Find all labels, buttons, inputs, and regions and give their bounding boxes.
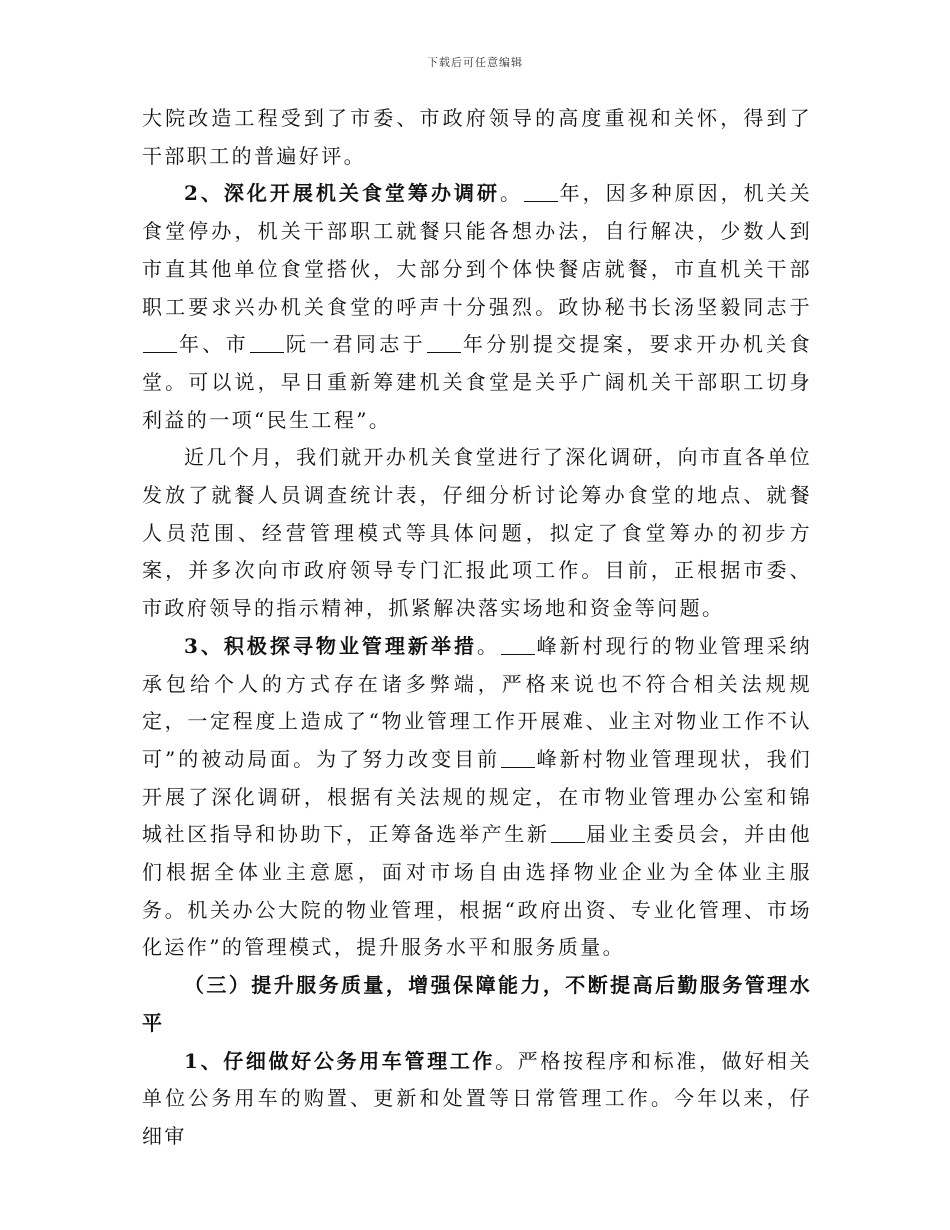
blank-underline bbox=[551, 824, 585, 843]
page-header: 下载后可任意编辑 bbox=[427, 56, 523, 69]
paragraph-2-text-a: 。 bbox=[499, 181, 523, 206]
paragraph-4-text-a: 。 bbox=[476, 633, 500, 658]
blank-underline bbox=[501, 636, 535, 655]
paragraph-4-lead: 3、积极探寻物业管理新举措 bbox=[184, 633, 477, 658]
paragraph-2-lead: 2、深化开展机关食堂筹办调研 bbox=[184, 181, 500, 206]
paragraph-2-text-c: 年、市 bbox=[178, 332, 249, 357]
paragraph-3: 近几个月，我们就开办机关食堂进行了深化调研，向市直各单位发放了就餐人员调查统计表，仔细分析讨论筹办食堂的地点、就餐人员范围、经营管理模式等具体问题，拟定了食堂筹办的初步方案，并多次向市政府领导专门汇报此项工作。目前，正根据市委、市政府领导的指示精神，抓紧解决落实场地和资金等问题。 bbox=[142, 445, 812, 621]
paragraph-4 bbox=[142, 628, 812, 967]
paragraph-2-text-e: 年分别提交提案，要求开办机关食堂。可以说，早日重新筹建机关食堂是关乎广阔机关干部职工切身利益的一项“民生工程”。 bbox=[142, 332, 812, 432]
paragraph-1: 大院改造工程受到了市委、市政府领导的高度重视和关怀，得到了干部职工的普遍好评。 bbox=[142, 106, 812, 168]
paragraph-2-text-b: 年，因多种原因，机关关食堂停办，机关干部职工就餐只能各想办法，自行解决，少数人到市直其他单位食堂搭伙，大部分到个体快餐店就餐，市直机关干部职工要求兴办机关食堂的呼声十分强烈。政协秘书长汤坚毅同志于 bbox=[142, 181, 812, 319]
paragraph-6-lead: 1、仔细做好公务用车管理工作 bbox=[184, 1048, 496, 1073]
paragraph-4-text-d: 届业主委员会，并由他们根据全体业主意愿，面对市场自由选择物业企业为全体业主服务。机关办公大院的物业管理，根据“政府出资、专业化管理、市场化运作”的管理模式，提升服务水平和服务质量。 bbox=[142, 822, 813, 960]
blank-underline bbox=[143, 334, 177, 353]
paragraph-6-text: 。严格按程序和标准，做好相关单位公务用车的购置、更新和处置等日常管理工作。今年以来，仔细审 bbox=[142, 1048, 812, 1148]
section-heading: （三）提升服务质量，增强保障能力，不断提高后勤服务管理水平 bbox=[142, 973, 812, 1035]
paragraph-6 bbox=[142, 1043, 812, 1156]
blank-underline bbox=[501, 749, 535, 768]
paragraph-2 bbox=[142, 175, 812, 439]
blank-underline bbox=[524, 183, 558, 202]
blank-underline bbox=[427, 334, 461, 353]
paragraph-4-text-b: 峰新村现行的物业管理采纳承包给个人的方式存在诸多弊端，严格来说也不符合相关法规规定，一定程度上造成了“物业管理工作开展难、业主对物业工作不认可”的被动局面。为了努力改变目前 bbox=[142, 633, 812, 771]
paragraph-2-text-d: 阮一君同志于 bbox=[284, 332, 426, 357]
paragraph-4-text-c: 峰新村物业管理现状，我们开展了深化调研，根据有关法规的规定，在市物业管理办公室和锦城社区指导和协助下，正筹备选举产生新 bbox=[142, 746, 812, 847]
blank-underline bbox=[250, 334, 284, 353]
document-body bbox=[142, 100, 812, 1156]
